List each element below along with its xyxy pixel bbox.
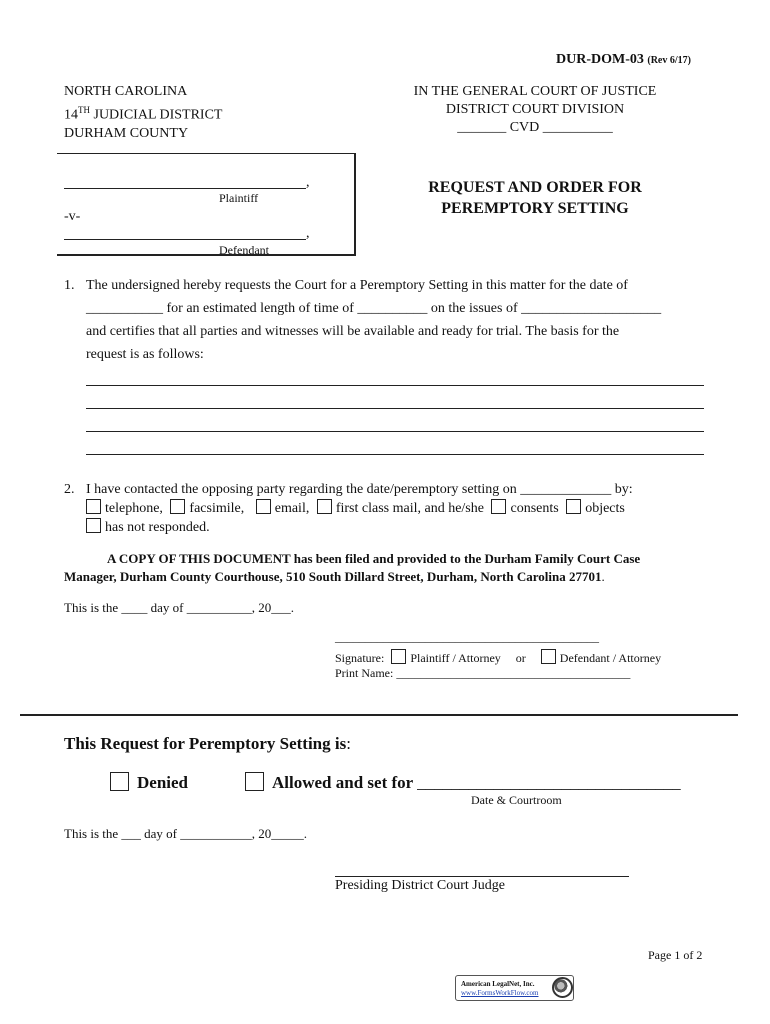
item-1-line-1: The undersigned hereby requests the Court for a Peremptory Setting in this matter for the date of [86, 278, 628, 293]
logo-url[interactable]: www.FormsWorkFlow.com [461, 989, 539, 997]
item-1-line-2[interactable]: ___________ for an estimated length of time of __________ on the issues of ____________________ [86, 301, 662, 316]
allowed-checkbox[interactable] [245, 772, 264, 791]
caption-box [57, 153, 356, 256]
or-label: or [515, 651, 526, 665]
item-2-number: 2. [64, 482, 75, 497]
file-number[interactable]: _______ CVD __________ [457, 120, 613, 135]
not-responded-label: has not responded. [105, 520, 210, 535]
section-divider [20, 714, 738, 716]
order-date-line[interactable]: This is the ___ day of ___________, 20_____. [64, 826, 308, 841]
allowed-label: Allowed and set for [272, 773, 413, 792]
plaintiff-label: Plaintiff [219, 191, 259, 205]
consents-label: consents [510, 501, 559, 516]
request-date-line[interactable]: This is the ____ day of __________, 20___. [64, 600, 295, 615]
defendant-name-line[interactable] [64, 239, 306, 240]
judicial-district: 14TH JUDICIAL DISTRICT [64, 105, 223, 123]
caption-comma: , [306, 226, 310, 241]
not-responded-option [86, 518, 210, 536]
date-courtroom-label: Date & Courtroom [471, 793, 562, 807]
plaintiff-attorney-label: Plaintiff / Attorney [410, 651, 501, 665]
telephone-label: telephone, [105, 501, 163, 516]
plaintiff-attorney-checkbox[interactable] [391, 649, 406, 664]
email-label: email, [274, 501, 310, 516]
objects-label: objects [585, 501, 625, 516]
allowed-option [245, 772, 681, 793]
not-responded-checkbox[interactable] [86, 518, 101, 533]
state-name: NORTH CAROLINA [64, 84, 188, 99]
logo-emblem-icon [552, 977, 573, 998]
header-right [380, 83, 690, 137]
signature-row [335, 649, 661, 666]
form-number: DUR-DOM-03 (Rev 6/17) [556, 52, 691, 67]
copy-notice-line-2: Manager, Durham County Courthouse, 510 South Dillard Street, Durham, North Carolina 27701. [64, 569, 605, 584]
signature-label: Signature: [335, 651, 385, 665]
item-1-line-3: and certifies that all parties and witnesses will be available and ready for trial. The basis for the [86, 324, 620, 339]
basis-line[interactable] [86, 385, 704, 386]
header-left [64, 83, 222, 143]
caption-comma: , [306, 175, 310, 190]
defendant-attorney-checkbox[interactable] [541, 649, 556, 664]
denied-checkbox[interactable] [110, 772, 129, 791]
judge-signature-line[interactable] [335, 876, 629, 877]
judge-label: Presiding District Court Judge [335, 878, 505, 893]
signature-line[interactable]: ____________________________________________ [335, 630, 599, 644]
basis-line[interactable] [86, 408, 704, 409]
versus-label: -v- [64, 209, 81, 224]
denied-option [110, 772, 188, 793]
copy-notice-line-1: A COPY OF THIS DOCUMENT has been filed and provided to the Durham Family Court Case [107, 551, 641, 566]
facsimile-checkbox[interactable] [170, 499, 185, 514]
defendant-attorney-label: Defendant / Attorney [559, 651, 662, 665]
consents-checkbox[interactable] [491, 499, 506, 514]
basis-line[interactable] [86, 454, 704, 455]
item-2-line-1: I have contacted the opposing party regarding the date/peremptory setting on _____________ by: [86, 482, 633, 497]
basis-line[interactable] [86, 431, 704, 432]
defendant-label: Defendant [219, 243, 269, 257]
plaintiff-name-line[interactable] [64, 188, 306, 189]
county-name: DURHAM COUNTY [64, 125, 189, 141]
form-revision: (Rev 6/17) [647, 55, 691, 66]
denied-label: Denied [137, 773, 188, 792]
court-division: DISTRICT COURT DIVISION [445, 102, 625, 117]
facsimile-label: facsimile, [189, 501, 245, 516]
page-number: Page 1 of 2 [648, 948, 703, 962]
email-checkbox[interactable] [256, 499, 271, 514]
court-name: IN THE GENERAL COURT OF JUSTICE [413, 84, 657, 99]
item-1-line-4: request is as follows: [86, 347, 204, 362]
order-heading: This Request for Peremptory Setting is: [64, 734, 351, 753]
contact-method-options [86, 499, 625, 517]
print-name-line[interactable]: Print Name: _______________________________________ [335, 666, 631, 680]
logo-company: American LegalNet, Inc. [461, 980, 535, 988]
item-1-number: 1. [64, 278, 75, 293]
form-title: REQUEST AND ORDER FOR PEREMPTORY SETTING [428, 179, 642, 217]
mail-checkbox[interactable] [317, 499, 332, 514]
allowed-date-blank[interactable]: _______________________________ [417, 773, 681, 792]
legalnet-logo [455, 975, 574, 1001]
mail-label: first class mail, and he/she [335, 501, 484, 516]
telephone-checkbox[interactable] [86, 499, 101, 514]
objects-checkbox[interactable] [566, 499, 581, 514]
